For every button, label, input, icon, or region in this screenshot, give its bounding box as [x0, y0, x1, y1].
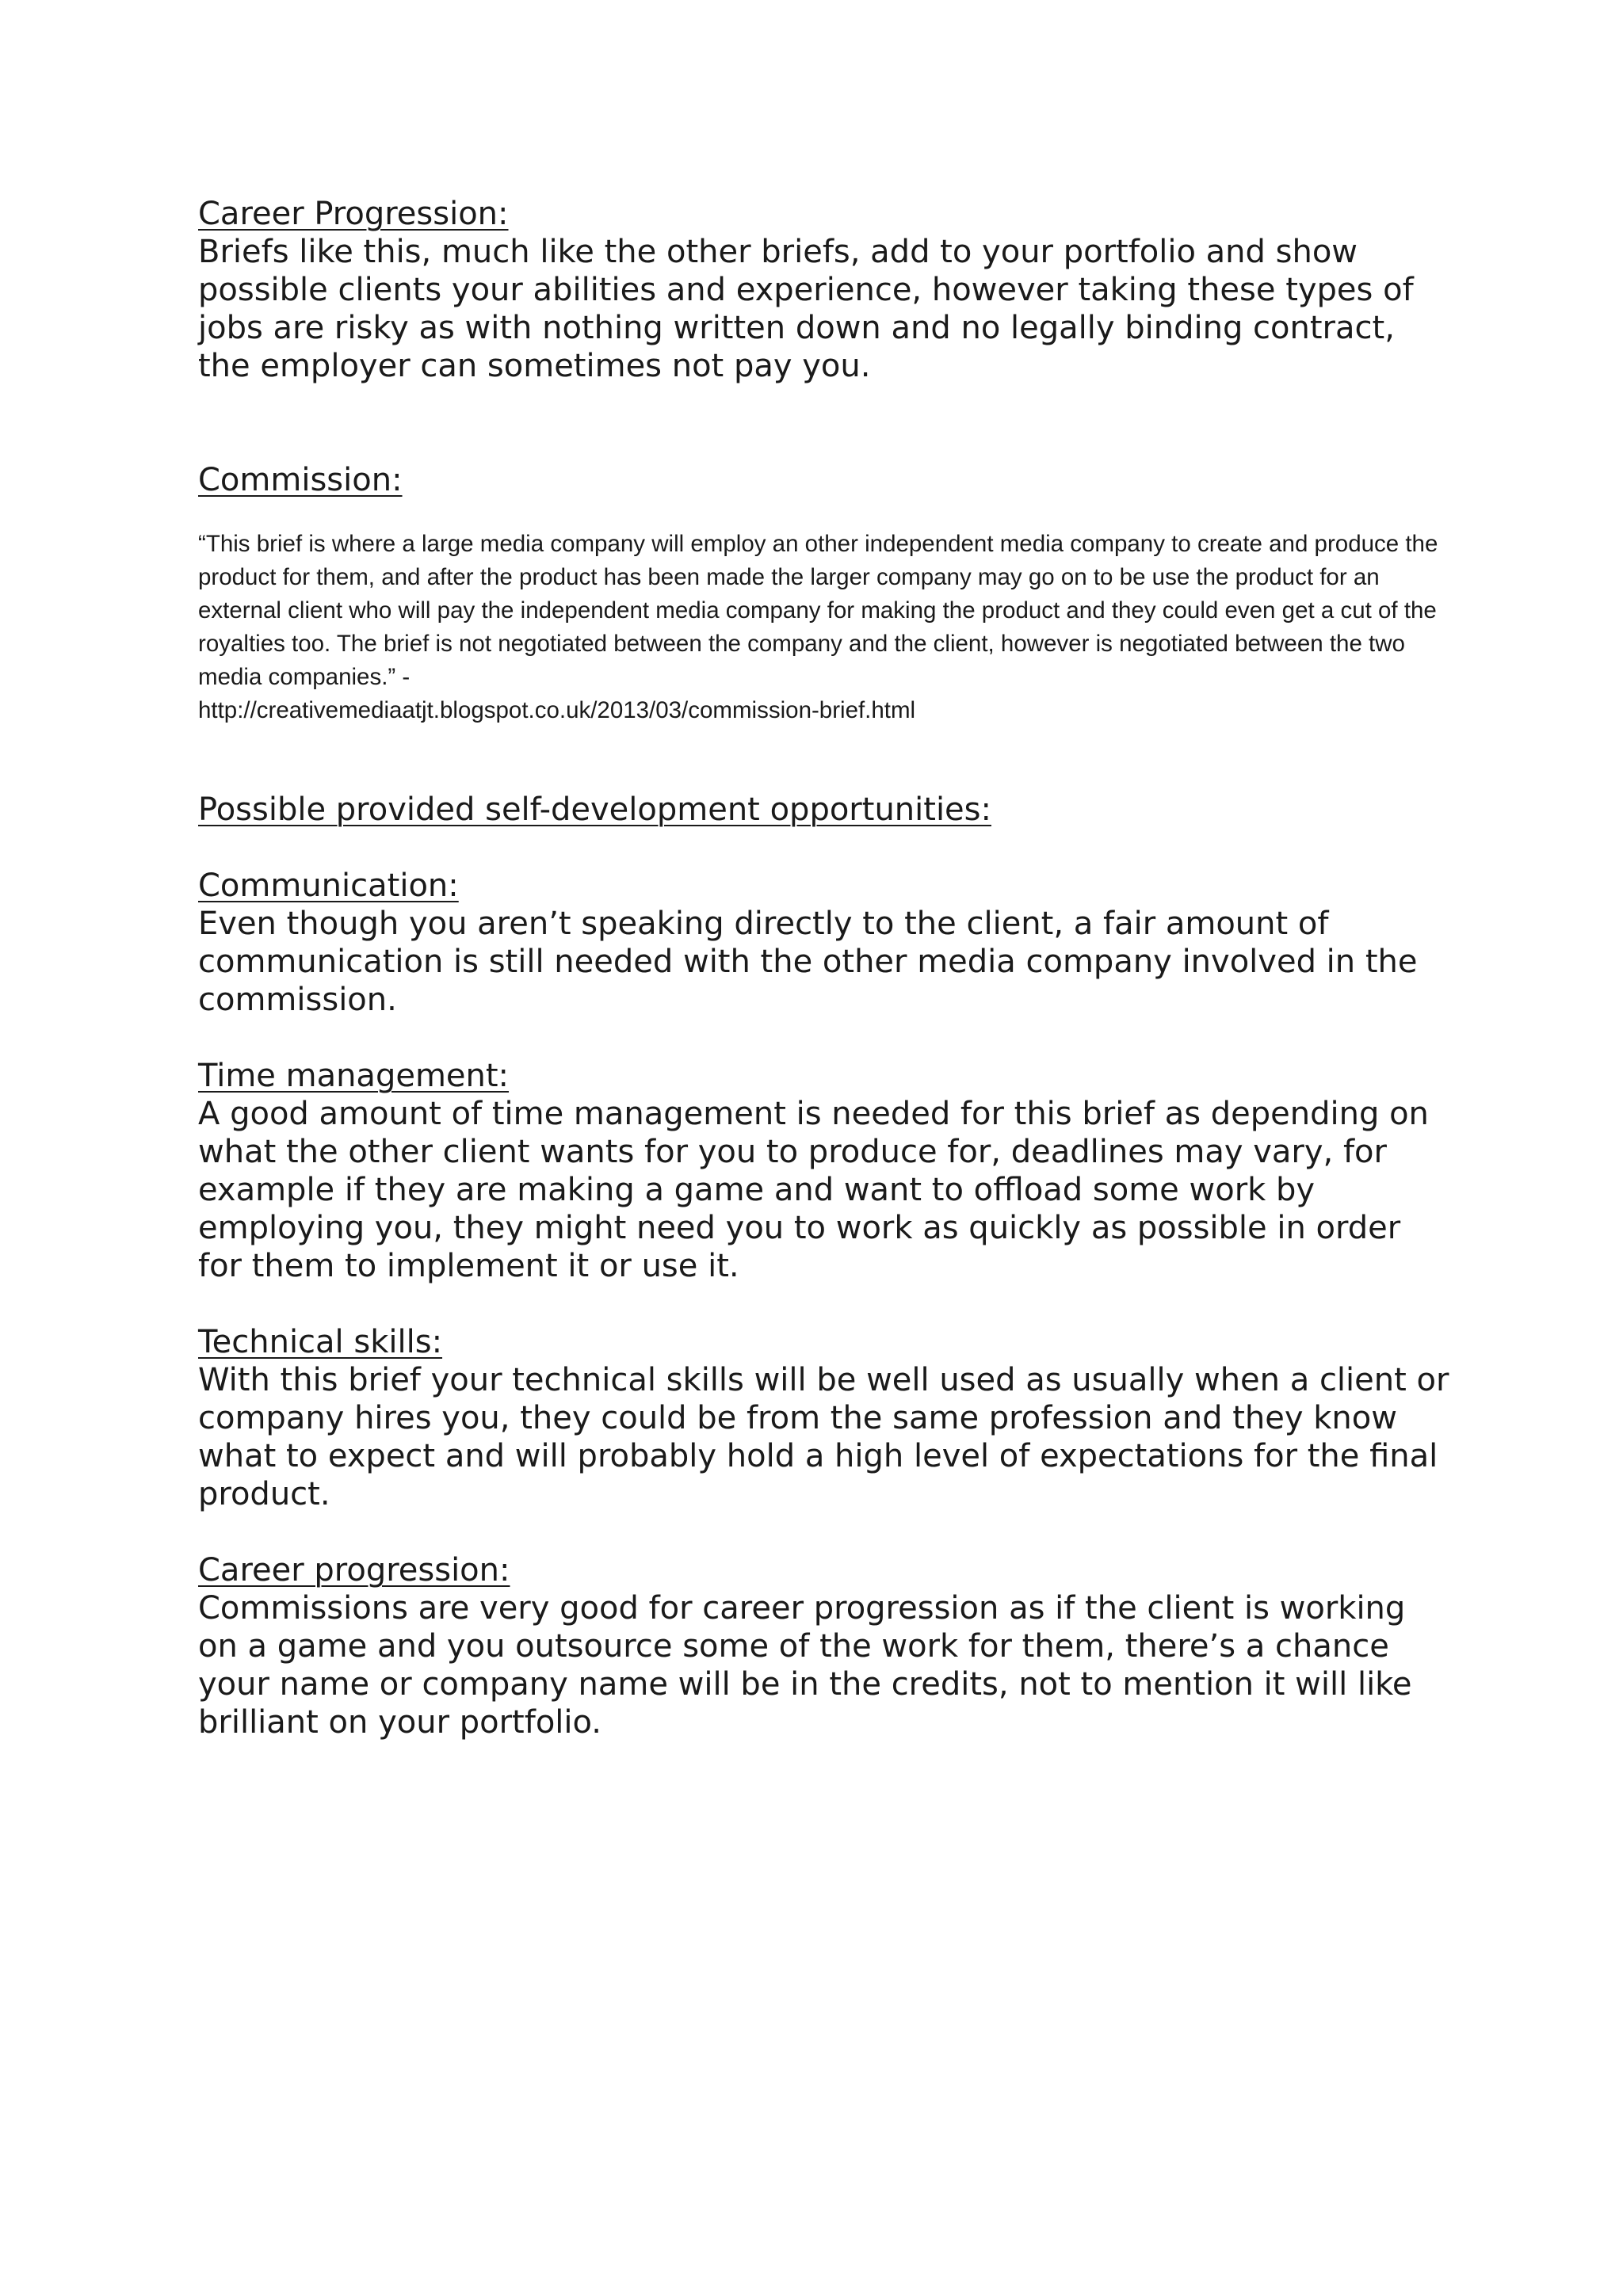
- commission-quote-source: http://creativemediaatjt.blogspot.co.uk/2013/03/commission-brief.html: [198, 697, 916, 723]
- communication-heading: Communication:: [198, 868, 459, 904]
- technical-skills-heading: Technical skills:: [198, 1324, 443, 1360]
- spacer: [198, 727, 1450, 791]
- commission-quote: [198, 528, 1450, 727]
- time-management-heading: Time management:: [198, 1058, 510, 1094]
- career-progression-heading: Career Progression:: [198, 196, 509, 232]
- technical-skills-paragraph: With this brief your technical skills will be well used as usually when a client or company hires you, they could be from the same profession and they know what to expect and will probably hold a high level of expectations for the final product.: [198, 1362, 1449, 1512]
- time-management-paragraph: A good amount of time management is needed for this brief as depending on what the other client wants for you to produce for, deadlines may vary, for example if they are making a game and want to offload some work by employing you, they might need you to work as quickly as possible in order for them to implement it or use it.: [198, 1096, 1429, 1284]
- career-progression-2-heading: Career progression:: [198, 1552, 510, 1589]
- spacer: [198, 829, 1450, 867]
- career-progression-paragraph: Briefs like this, much like the other briefs, add to your portfolio and show possible clients your abilities and experience, however taking these types of jobs are risky as with nothing written down and no legally binding contract, the employer can sometimes not pay you.: [198, 234, 1414, 384]
- spacer: [198, 1285, 1450, 1323]
- spacer: [198, 499, 1450, 528]
- commission-quote-text: “This brief is where a large media company will employ an other independent media company to create and produce the product for them, and after the product has been made the larger company may go on to be use the product for an external client who will pay the independent media company for making the product and they could even get a cut of the royalties too. The brief is not negotiated between the company and the client, however is negotiated between the two media companies.” -: [198, 531, 1438, 690]
- spacer: [198, 1513, 1450, 1551]
- spacer: [198, 385, 1450, 461]
- commission-heading: Commission:: [198, 462, 403, 498]
- career-progression-2-paragraph: Commissions are very good for career progression as if the client is working on a game and you outsource some of the work for them, there’s a chance your name or company name will be in the credits, not to mention it will like brilliant on your portfolio.: [198, 1590, 1412, 1741]
- opportunities-heading: Possible provided self-development opportunities:: [198, 791, 991, 828]
- communication-paragraph: Even though you aren’t speaking directly to the client, a fair amount of communication is still needed with the other media company involved in the commission.: [198, 906, 1418, 1018]
- document-content: [198, 195, 1450, 1741]
- spacer: [198, 1019, 1450, 1057]
